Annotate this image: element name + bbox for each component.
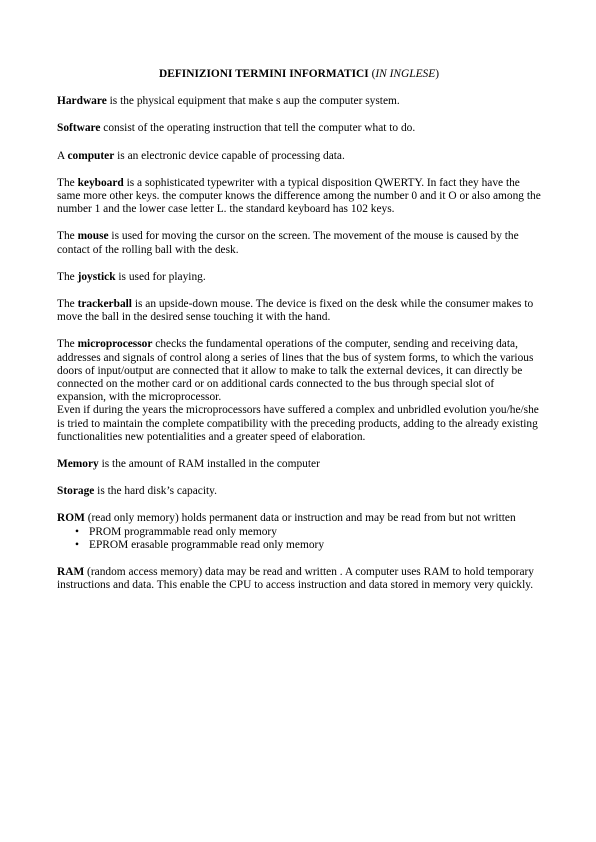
term-keyboard: keyboard bbox=[77, 176, 124, 189]
term-joystick: joystick bbox=[77, 270, 116, 283]
rom-bullet-list bbox=[57, 526, 541, 552]
document-title bbox=[57, 68, 541, 81]
text-software: consist of the operating instruction that tell the computer what to do. bbox=[100, 122, 416, 135]
prefix-keyboard: The bbox=[57, 176, 78, 189]
definition-computer bbox=[57, 150, 541, 163]
text-computer: is an electronic device capable of processing data. bbox=[114, 149, 345, 162]
definition-ram bbox=[57, 566, 541, 592]
text-microprocessor: checks the fundamental operations of the computer, sending and receiving data, addresses and signals of control along a series of lines that the bus of system forms, to which the various doors of input/output are connected that it allow to make to talk the external devices, it can directly be connected on the mother card or on additional cards connected to the bus through special slot of expansion, with the microprocessor. bbox=[57, 338, 534, 404]
text-hardware: is the physical equipment that make s aup the computer system. bbox=[106, 95, 400, 108]
term-microprocessor: microprocessor bbox=[77, 338, 153, 351]
title-italic: IN INGLESE bbox=[375, 68, 436, 80]
definition-memory bbox=[57, 458, 541, 471]
text-keyboard: is a sophisticated typewriter with a typical disposition QWERTY. In fact they have the same more other keys. the computer knows the difference among the number 0 and it O or also among the number 1 and the lower case letter L. the standard keyboard has 102 keys. bbox=[57, 176, 541, 216]
definition-microprocessor bbox=[57, 338, 541, 404]
list-item: • EPROM erasable programmable read only memory bbox=[57, 539, 541, 552]
definition-keyboard bbox=[57, 177, 541, 217]
prefix-computer: A bbox=[57, 149, 68, 162]
list-item: • PROM programmable read only memory bbox=[57, 526, 541, 539]
term-rom: ROM bbox=[57, 512, 85, 525]
text-rom: (read only memory) holds permanent data or instruction and may be read from but not written bbox=[84, 512, 516, 525]
prefix-joystick: The bbox=[57, 270, 78, 283]
definition-hardware bbox=[57, 95, 541, 108]
text-mouse: is used for moving the cursor on the screen. The movement of the mouse is caused by the contact of the rolling ball with the desk. bbox=[57, 230, 519, 256]
definition-joystick bbox=[57, 271, 541, 284]
term-mouse: mouse bbox=[77, 230, 109, 243]
document-page bbox=[57, 68, 541, 606]
definition-storage bbox=[57, 485, 541, 498]
text-ram: (random access memory) data may be read and written . A computer uses RAM to hold temporary instructions and data. This enable the CPU to access instruction and data stored in memory very quickly. bbox=[57, 566, 535, 592]
text-storage: is the hard disk’s capacity. bbox=[94, 485, 217, 498]
prefix-trackerball: The bbox=[57, 298, 78, 311]
definition-software bbox=[57, 122, 541, 135]
prefix-microprocessor: The bbox=[57, 338, 78, 351]
term-ram: RAM bbox=[57, 566, 85, 579]
term-computer: computer bbox=[67, 149, 115, 162]
prefix-mouse: The bbox=[57, 230, 78, 243]
definition-trackerball bbox=[57, 298, 541, 324]
term-trackerball: trackerball bbox=[77, 298, 132, 311]
title-main: DEFINIZIONI TERMINI INFORMATICI bbox=[159, 68, 369, 80]
term-storage: Storage bbox=[57, 485, 95, 498]
text-joystick: is used for playing. bbox=[115, 270, 206, 283]
microprocessor-continuation: Even if during the years the microprocessors have suffered a complex and unbridled evolution you/he/she is tried to maintain the complete compatibility with the preceding products, adding to the already existing functionalities new potentialities and a greater speed of elaboration. bbox=[57, 404, 539, 443]
term-hardware: Hardware bbox=[57, 95, 107, 108]
definition-mouse bbox=[57, 230, 541, 256]
term-memory: Memory bbox=[57, 458, 99, 471]
text-memory: is the amount of RAM installed in the computer bbox=[98, 458, 320, 471]
term-software: Software bbox=[57, 122, 101, 135]
title-close-paren: ) bbox=[435, 68, 439, 80]
title-open-paren: ( bbox=[368, 68, 376, 80]
definition-rom bbox=[57, 512, 541, 525]
text-trackerball: is an upside-down mouse. The device is fixed on the desk while the consumer makes to move the ball in the desired sense touching it with the hand. bbox=[57, 298, 534, 324]
